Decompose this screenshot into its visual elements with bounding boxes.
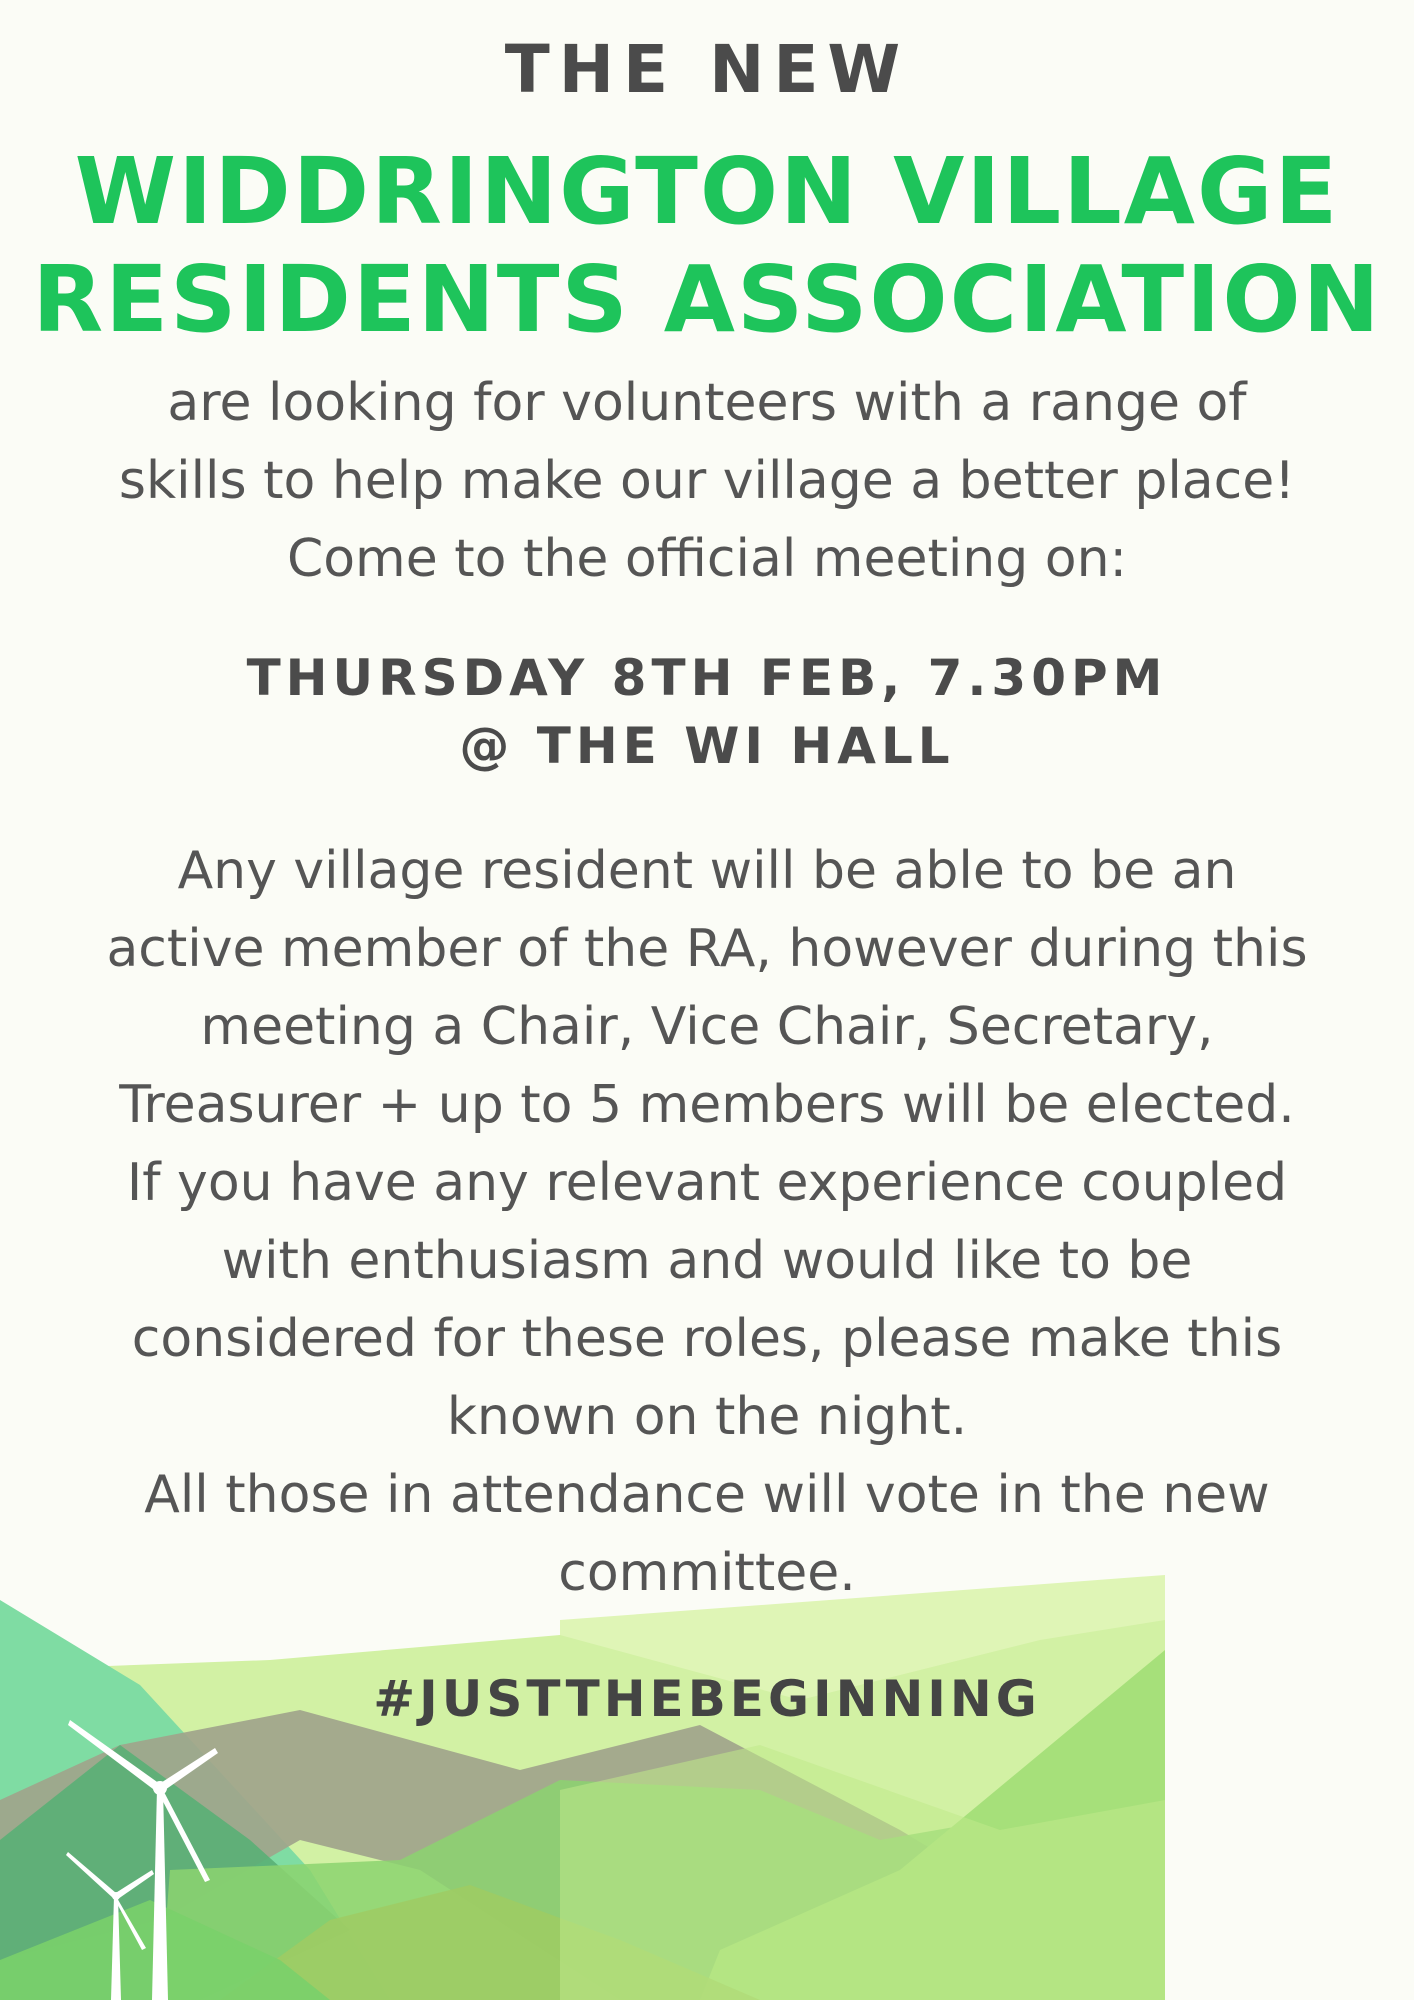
intro-line: Come to the official meeting on: bbox=[286, 529, 1128, 589]
kicker-text: THE NEW bbox=[504, 31, 910, 108]
wind-turbine-icon bbox=[62, 1840, 162, 2000]
event-venue: @ THE WI HALL bbox=[459, 717, 955, 775]
organisation-name bbox=[0, 138, 1414, 354]
body-line: active member of the RA, however during this bbox=[106, 919, 1308, 979]
intro-paragraph bbox=[0, 364, 1414, 598]
hashtag-text: #JUSTTHEBEGINNING bbox=[373, 1670, 1041, 1728]
event-details bbox=[0, 644, 1414, 780]
body-line: committee. bbox=[558, 1543, 856, 1603]
body-line: Any village resident will be able to be an bbox=[177, 841, 1237, 901]
organisation-name-line: WIDDRINGTON VILLAGE bbox=[74, 138, 1340, 245]
body-paragraph bbox=[0, 832, 1414, 1612]
body-line: Treasurer + up to 5 members will be elected. bbox=[119, 1075, 1295, 1135]
body-line: known on the night. bbox=[446, 1387, 968, 1447]
body-line: If you have any relevant experience coupled bbox=[126, 1153, 1288, 1213]
organisation-name-line: RESIDENTS ASSOCIATION bbox=[32, 246, 1382, 353]
intro-line: are looking for volunteers with a range of bbox=[167, 373, 1247, 433]
body-line: meeting a Chair, Vice Chair, Secretary, bbox=[200, 997, 1214, 1057]
event-date-time: THURSDAY 8TH FEB, 7.30PM bbox=[246, 649, 1168, 707]
body-line: considered for these roles, please make this bbox=[131, 1309, 1283, 1369]
body-line: All those in attendance will vote in the new bbox=[144, 1465, 1270, 1525]
body-line: with enthusiasm and would like to be bbox=[221, 1231, 1193, 1291]
intro-line: skills to help make our village a better place! bbox=[118, 451, 1296, 511]
